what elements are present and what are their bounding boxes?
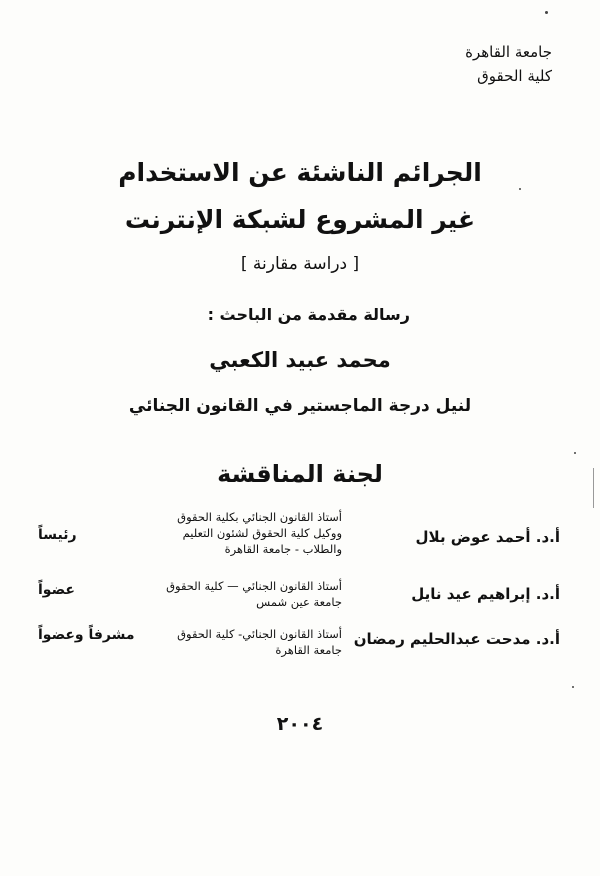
scan-speck: [574, 452, 576, 454]
committee-member-name: أ.د. أحمد عوض بلال: [415, 528, 560, 546]
committee-member-role: عضواً: [38, 582, 75, 598]
committee-member-name: أ.د. إبراهيم عيد نايل: [411, 585, 560, 603]
faculty-name: كلية الحقوق: [477, 67, 552, 85]
committee-member-description: أستاذ القانون الجنائي بكلية الحقوق ووكيل كلية الحقوق لشئون التعليم والطلاب - جامعة القاهرة: [177, 510, 342, 556]
researcher-name: محمد عبيد الكعبي: [209, 348, 391, 372]
committee-member-name: أ.د. مدحت عبدالحليم رمضان: [353, 630, 560, 648]
thesis-title-line-2: غير المشروع لشبكة الإنترنت: [124, 205, 476, 234]
university-name: جامعة القاهرة: [465, 43, 552, 61]
year: ٢٠٠٤: [276, 713, 324, 735]
degree-line: لنيل درجة الماجستير في القانون الجنائي: [128, 396, 472, 416]
thesis-title-line-1: الجرائم الناشئة عن الاستخدام: [118, 158, 482, 187]
committee-heading: لجنة المناقشة: [217, 460, 383, 488]
scan-speck: [519, 188, 521, 190]
university-header: [465, 40, 552, 88]
committee-member-role: مشرفاً وعضواً: [38, 627, 135, 643]
committee-member-role: رئيساً: [38, 527, 77, 543]
presented-by-label: رسالة مقدمة من الباحث :: [207, 305, 410, 324]
scan-speck: [572, 686, 574, 688]
scan-speck: [545, 11, 548, 14]
scan-edge-mark: [593, 468, 594, 508]
thesis-subtitle: [ دراسة مقارنة ]: [240, 254, 360, 274]
committee-member-description: أستاذ القانون الجنائي- كلية الحقوق جامعة القاهرة: [177, 627, 342, 657]
committee-member-description: أستاذ القانون الجنائي — كلية الحقوق جامعة عين شمس: [166, 579, 342, 609]
